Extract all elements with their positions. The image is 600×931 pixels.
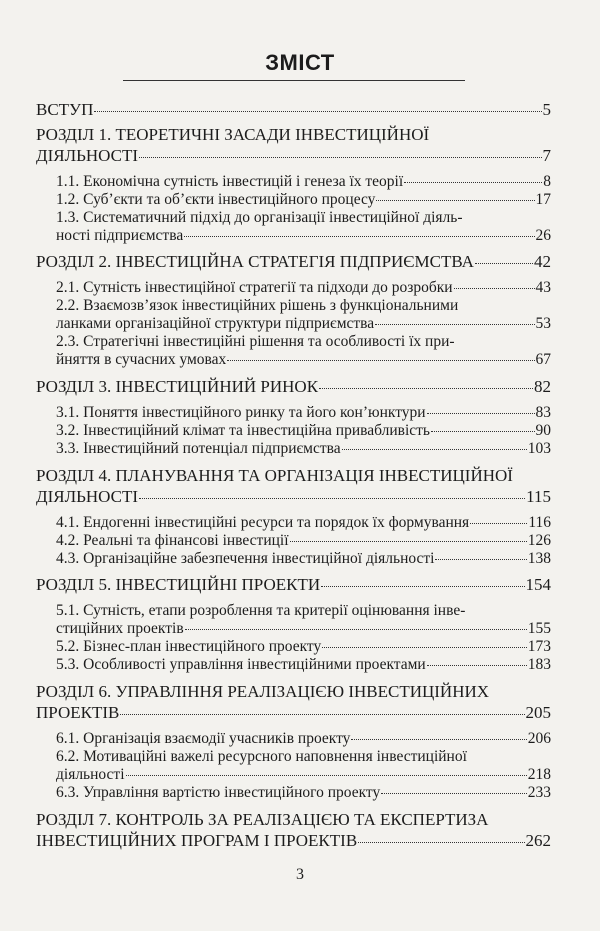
toc-entry-title: РОЗДІЛ 4. ПЛАНУВАННЯ ТА ОРГАНІЗАЦІЯ ІНВЕСТИЦІЙНОЇ (36, 466, 513, 485)
dot-leader (376, 200, 534, 201)
toc-subsection-entry (56, 209, 551, 227)
dot-leader (185, 629, 527, 630)
toc-entry-title: 5.3. Особливості управління інвестиційними проектами (56, 656, 426, 673)
toc-page-number: 138 (527, 550, 551, 567)
toc-subsection-entry (56, 656, 551, 674)
title-underline (123, 80, 465, 81)
toc-entry-title: 3.2. Інвестиційний клімат та інвестиційна привабливість (56, 422, 430, 439)
toc-entry-title: 6.3. Управління вартістю інвестиційного проекту (56, 784, 381, 801)
toc-entry-title: 2.2. Взаємозв’язок інвестиційних рішень з функціональними (56, 297, 459, 314)
toc-section-entry (36, 487, 551, 507)
toc-subsection-entry (56, 404, 551, 422)
toc-entry-title: ІНВЕСТИЦІЙНИХ ПРОГРАМ І ПРОЕКТІВ (36, 831, 358, 850)
toc-section-entry (36, 575, 551, 595)
toc-subsection-entry (56, 730, 551, 748)
toc-page-number: 183 (527, 656, 551, 673)
toc-entry-title: РОЗДІЛ 7. КОНТРОЛЬ ЗА РЕАЛІЗАЦІЄЮ ТА ЕКСПЕРТИЗА (36, 810, 489, 829)
toc-entry-title: ВСТУП (36, 100, 94, 119)
dot-leader (139, 157, 541, 158)
toc-entry-title: 6.2. Мотиваційні важелі ресурсного наповнення інвестиційної (56, 748, 467, 765)
dot-leader (184, 236, 534, 237)
toc-page-number: 262 (525, 831, 551, 850)
dot-leader (139, 498, 525, 499)
toc-page-number: 116 (528, 514, 551, 531)
toc-subsection-entry (56, 550, 551, 568)
toc-page-number: 154 (525, 575, 551, 594)
toc-subsection-entry (56, 638, 551, 656)
toc-page-number: 218 (527, 766, 551, 783)
toc-subsection-entry (56, 766, 551, 784)
toc-section-entry (36, 125, 551, 145)
toc-subsection-entry (56, 297, 551, 315)
toc-subsection-entry (56, 602, 551, 620)
toc-page-number: 67 (535, 351, 551, 368)
dot-leader (381, 793, 527, 794)
dot-leader (404, 182, 542, 183)
dot-leader (319, 388, 533, 389)
toc-section-entry (36, 100, 551, 120)
toc-page-number: 173 (527, 638, 551, 655)
toc-entry-title: РОЗДІЛ 3. ІНВЕСТИЦІЙНИЙ РИНОК (36, 377, 319, 396)
toc-entry-title: 4.1. Ендогенні інвестиційні ресурси та порядок їх формування (56, 514, 470, 531)
toc-page-number: 205 (525, 703, 551, 722)
toc-entry-title: 4.2. Реальні та фінансові інвестиції (56, 532, 289, 549)
toc-entry-title: стиційних проектів (56, 620, 184, 637)
dot-leader (470, 523, 527, 524)
toc-entry-title: РОЗДІЛ 2. ІНВЕСТИЦІЙНА СТРАТЕГІЯ ПІДПРИЄМСТВА (36, 252, 474, 271)
toc-entry-title: ДІЯЛЬНОСТІ (36, 487, 139, 506)
toc-section-entry (36, 682, 551, 702)
toc-page-number: 126 (527, 532, 551, 549)
toc-entry-title: РОЗДІЛ 5. ІНВЕСТИЦІЙНІ ПРОЕКТИ (36, 575, 321, 594)
toc-section-entry (36, 252, 551, 272)
toc-page-number: 206 (527, 730, 551, 747)
toc-page-number: 42 (534, 252, 551, 271)
toc-section-entry (36, 377, 551, 397)
dot-leader (290, 541, 527, 542)
toc-page-number: 26 (535, 227, 551, 244)
toc-entry-title: 5.1. Сутність, етапи розроблення та критерії оцінювання інве- (56, 602, 466, 619)
toc-subsection-entry (56, 440, 551, 458)
toc-subsection-entry (56, 514, 551, 532)
toc-page-number: 155 (527, 620, 551, 637)
dot-leader (431, 431, 535, 432)
dot-leader (120, 714, 524, 715)
toc-entry-title: ПРОЕКТІВ (36, 703, 120, 722)
toc-entry-title: ДІЯЛЬНОСТІ (36, 146, 139, 165)
toc-entry-title: діяльності (56, 766, 125, 783)
dot-leader (427, 665, 527, 666)
toc-subsection-entry (56, 279, 551, 297)
toc-entry-title: РОЗДІЛ 6. УПРАВЛІННЯ РЕАЛІЗАЦІЄЮ ІНВЕСТИЦІЙНИХ (36, 682, 490, 701)
dot-leader (322, 647, 527, 648)
toc-subsection-entry (56, 227, 551, 245)
toc-entry-title: 3.1. Поняття інвестиційного ринку та його кон’юнктури (56, 404, 426, 421)
toc-subsection-entry (56, 620, 551, 638)
toc-section-entry (36, 703, 551, 723)
dot-leader (227, 360, 534, 361)
toc-page-number: 5 (542, 100, 551, 119)
toc-subsection-entry (56, 422, 551, 440)
toc-entry-title: йняття в сучасних умовах (56, 351, 227, 368)
toc-section-entry (36, 810, 551, 830)
page-number: 3 (296, 866, 304, 883)
dot-leader (342, 449, 527, 450)
dot-leader (427, 413, 535, 414)
toc-section-entry (36, 146, 551, 166)
toc-page-number: 7 (542, 146, 551, 165)
dot-leader (454, 288, 535, 289)
toc-page-number: 115 (526, 487, 551, 506)
toc-entry-title: РОЗДІЛ 1. ТЕОРЕТИЧНІ ЗАСАДИ ІНВЕСТИЦІЙНОЇ (36, 125, 430, 144)
toc-entry-title: 2.3. Стратегічні інвестиційні рішення та особливості їх при- (56, 333, 455, 350)
dot-leader (351, 739, 526, 740)
dot-leader (475, 263, 533, 264)
toc-page-number: 8 (543, 173, 551, 190)
toc-subsection-entry (56, 191, 551, 209)
toc-entry-title: 1.1. Економічна сутність інвестицій і генеза їх теорії (56, 173, 404, 190)
dot-leader (94, 111, 541, 112)
toc-entry-title: 3.3. Інвестиційний потенціал підприємства (56, 440, 341, 457)
toc-subsection-entry (56, 351, 551, 369)
toc-entry-title: 5.2. Бізнес-план інвестиційного проекту (56, 638, 322, 655)
toc-page-number: 82 (534, 377, 551, 396)
toc-entry-title: 4.3. Організаційне забезпечення інвестиційної діяльності (56, 550, 435, 567)
toc-subsection-entry (56, 315, 551, 333)
toc-entry-title: 1.3. Систематичний підхід до організації інвестиційної діяль- (56, 209, 463, 226)
toc-page-number: 233 (527, 784, 551, 801)
dot-leader (435, 559, 526, 560)
toc-section-entry (36, 466, 551, 486)
dot-leader (375, 324, 534, 325)
toc-page-number: 90 (535, 422, 551, 439)
dot-leader (358, 842, 524, 843)
toc-page-number: 83 (535, 404, 551, 421)
toc-entry-title: ланками організаційної структури підприємства (56, 315, 375, 332)
toc-entry-title: 2.1. Сутність інвестиційної стратегії та підходи до розробки (56, 279, 453, 296)
toc-subsection-entry (56, 532, 551, 550)
toc-entry-title: 1.2. Суб’єкти та об’єкти інвестиційного процесу (56, 191, 376, 208)
toc-entry-title: ності підприємства (56, 227, 184, 244)
toc-page-number: 43 (535, 279, 551, 296)
toc-subsection-entry (56, 784, 551, 802)
toc-page-number: 103 (527, 440, 551, 457)
dot-leader (321, 586, 524, 587)
dot-leader (126, 775, 527, 776)
toc-page-number: 53 (535, 315, 551, 332)
toc-subsection-entry (56, 173, 551, 191)
toc-section-entry (36, 831, 551, 851)
page-title: ЗМІСТ (265, 50, 335, 75)
toc-subsection-entry (56, 748, 551, 766)
toc-page-number: 17 (535, 191, 551, 208)
toc-subsection-entry (56, 333, 551, 351)
toc-entry-title: 6.1. Організація взаємодії учасників проекту (56, 730, 351, 747)
